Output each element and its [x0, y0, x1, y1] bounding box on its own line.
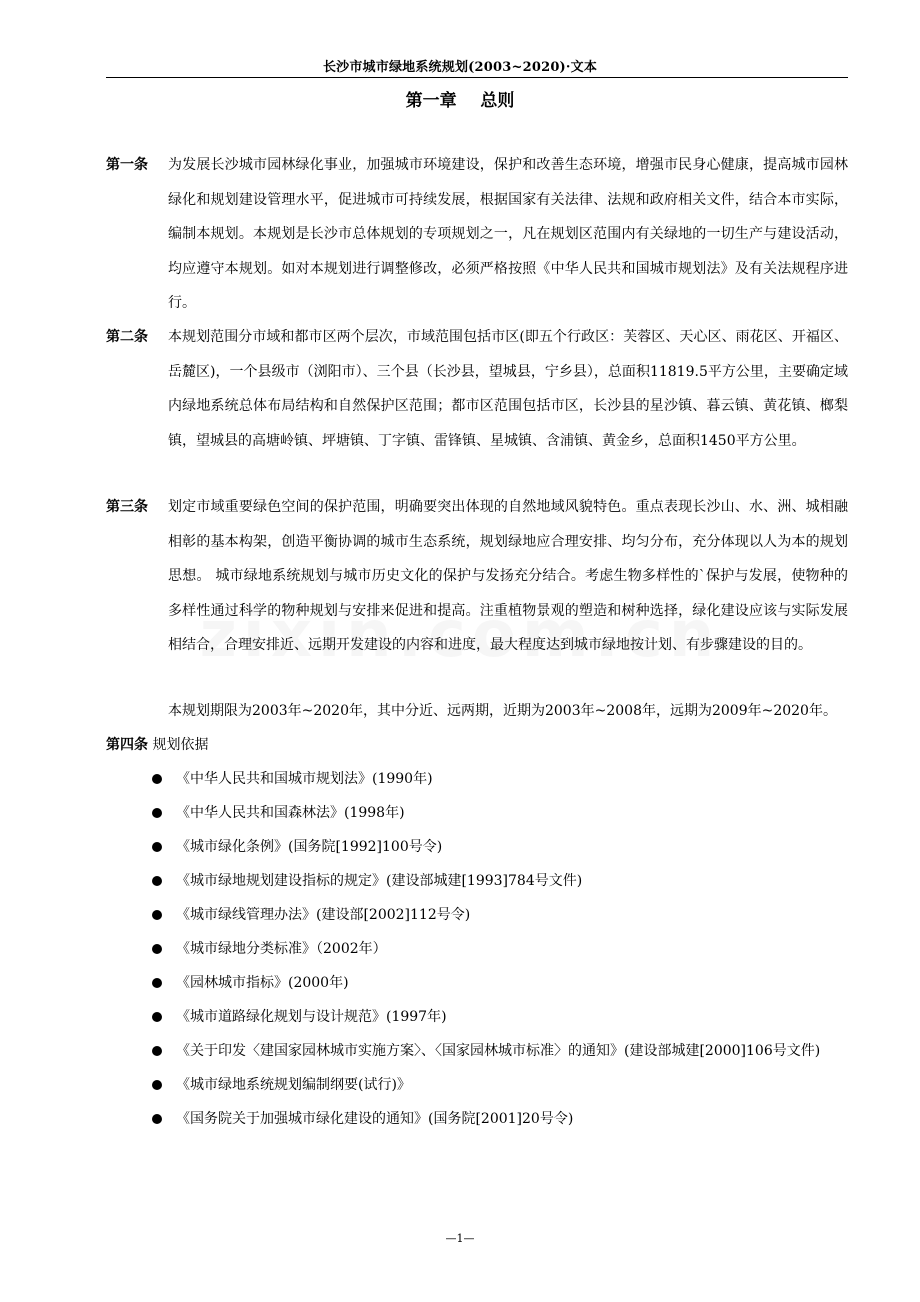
article-4-heading: [106, 728, 208, 762]
article-3: [106, 490, 848, 663]
bullet-icon: [152, 944, 162, 954]
bullet-icon: [152, 876, 162, 886]
bullet-icon: [152, 842, 162, 852]
chapter-title: 第一章 总则: [405, 91, 515, 111]
page-number: —1—: [445, 1232, 475, 1245]
list-item-text: 《城市绿化条例》(国务院[1992]100号令): [176, 839, 443, 855]
article-2: [106, 320, 848, 458]
list-item-text: 《城市绿地系统规划编制纲要(试行)》: [176, 1077, 411, 1093]
list-item-text: 《城市绿地规划建设指标的规定》(建设部城建[1993]784号文件): [176, 873, 583, 889]
list-item: [150, 796, 848, 830]
bullet-icon: [152, 774, 162, 784]
bullet-icon: [152, 1046, 162, 1056]
list-item: [150, 1102, 848, 1136]
article-title: 规划依据: [152, 737, 209, 753]
article-text: 划定市域重要绿色空间的保护范围，明确要突出体现的自然地域风貌特色。重点表现长沙山、水、洲、城相融相彰的基本构架，创造平衡协调的城市生态系统，规划绿地应合理安排、均匀分布，充分体现以人为本的规划思想。 城市绿地系统规划与城市历史文化的保护与发扬充分结合。考虑生物多样性的`保护与发展，使物种的多样性通过科学的物种规划与安排来促进和提高。注重植物景观的塑造和树种选择，绿化建设应该与实际发展相结合，合理安排近、远期开发建设的内容和进度，最大程度达到城市绿地按计划、有步骤建设的目的。: [168, 499, 848, 653]
bullet-icon: [152, 1012, 162, 1022]
bullet-icon: [152, 1114, 162, 1124]
list-item: [150, 1000, 848, 1034]
article-text: 本规划范围分市域和都市区两个层次，市域范围包括市区(即五个行政区：芙蓉区、天心区、雨花区、开福区、岳麓区)，一个县级市（浏阳市）、三个县（长沙县，望城县，宁乡县），总面积11819.5平方公里，主要确定域内绿地系统总体布局结构和自然保护区范围；都市区范围包括市区，长沙县的星沙镇、暮云镇、黄花镇、榔梨镇，望城县的高塘岭镇、坪塘镇、丁字镇、雷锋镇、星城镇、含浦镇、黄金乡，总面积1450平方公里。: [168, 329, 848, 449]
list-item: [150, 1034, 848, 1068]
list-item-text: 《园林城市指标》(2000年): [176, 975, 349, 991]
article-label: 第三条: [106, 499, 148, 515]
list-item: [150, 864, 848, 898]
bullet-icon: [152, 808, 162, 818]
header-divider: [106, 77, 848, 78]
list-item: [150, 1068, 848, 1102]
bullet-icon: [152, 1080, 162, 1090]
list-item: [150, 966, 848, 1000]
planning-period-text: 本规划期限为2003年~2020年，其中分近、远两期，近期为2003年~2008年，远期为2009年~2020年。: [168, 703, 837, 719]
article-label: 第二条: [106, 329, 148, 345]
running-header-title: 长沙市城市绿地系统规划(2003~2020)·文本: [322, 60, 598, 75]
list-item-text: 《国务院关于加强城市绿化建设的通知》(国务院[2001]20号令): [176, 1111, 574, 1127]
list-item-text: 《城市绿线管理办法》(建设部[2002]112号令): [176, 907, 471, 923]
list-item: [150, 898, 848, 932]
list-item-text: 《中华人民共和国森林法》(1998年): [176, 805, 405, 821]
list-item-text: 《中华人民共和国城市规划法》(1990年): [176, 771, 433, 787]
list-item: [150, 830, 848, 864]
article-label: 第四条: [106, 737, 148, 753]
article-label: 第一条: [106, 157, 148, 173]
list-item: [150, 932, 848, 966]
list-item-text: 《关于印发〈建国家园林城市实施方案〉、〈国家园林城市标准〉的通知》(建设部城建[2000]106号文件): [176, 1043, 821, 1059]
basis-list: [150, 762, 848, 1136]
bullet-icon: [152, 978, 162, 988]
bullet-icon: [152, 910, 162, 920]
list-item-text: 《城市道路绿化规划与设计规范》(1997年): [176, 1009, 447, 1025]
list-item: [150, 762, 848, 796]
list-item-text: 《城市绿地分类标准》（2002年）: [176, 941, 387, 957]
article-1: [106, 148, 848, 321]
article-text: 为发展长沙城市园林绿化事业，加强城市环境建设，保护和改善生态环境，增强市民身心健康，提高城市园林绿化和规划建设管理水平，促进城市可持续发展，根据国家有关法律、法规和政府相关文件，结合本市实际，编制本规划。本规划是长沙市总体规划的专项规划之一，凡在规划区范围内有关绿地的一切生产与建设活动，均应遵守本规划。如对本规划进行调整修改，必须严格按照《中华人民共和国城市规划法》及有关法规程序进行。: [168, 157, 848, 311]
